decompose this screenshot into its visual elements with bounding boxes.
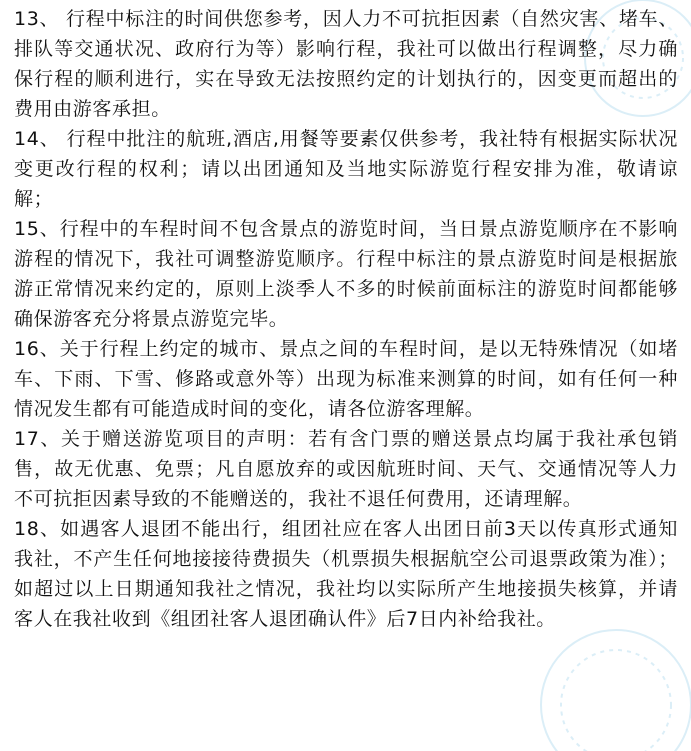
clause-13: 13、 行程中标注的时间供您参考，因人力不可抗拒因素（自然灾害、堵车、排队等交通状况、政府行为等）影响行程，我社可以做出行程调整，尽力确保行程的顺利进行，实在导致无法按照约定的计划执行的，因变更而超出的费用由游客承担。 bbox=[14, 8, 678, 120]
clause-15: 15、行程中的车程时间不包含景点的游览时间，当日景点游览顺序在不影响游程的情况下，我社可调整游览顺序。行程中标注的景点游览时间是根据旅游正常情况来约定的，原则上淡季人不多的时候前面标注的游览时间都能够确保游客充分将景点游览完毕。 bbox=[14, 218, 678, 330]
clause-17: 17、关于赠送游览项目的声明：若有含门票的赠送景点均属于我社承包销售，故无优惠、免票；凡自愿放弃的或因航班时间、天气、交通情况等人力不可抗拒因素导致的不能赠送的，我社不退任何费用，还请理解。 bbox=[14, 428, 678, 510]
clause-16: 16、关于行程上约定的城市、景点之间的车程时间，是以无特殊情况（如堵车、下雨、下雪、修路或意外等）出现为标准来测算的时间，如有任何一种情况发生都有可能造成时间的变化，请各位游客理解。 bbox=[14, 338, 678, 420]
terms-text-block bbox=[14, 4, 678, 634]
clause-14: 14、 行程中批注的航班,酒店,用餐等要素仅供参考，我社特有根据实际状况变更改行程的权利；请以出团通知及当地实际游览行程安排为准，敬请谅解； bbox=[14, 128, 678, 210]
clause-18: 18、如遇客人退团不能出行，组团社应在客人出团日前3天以传真形式通知我社，不产生任何地接接待费损失（机票损失根据航空公司退票政策为准）；如超过以上日期通知我社之情况，我社均以实际所产生地接损失核算，并请客人在我社收到《组团社客人退团确认件》后7日内补给我社。 bbox=[14, 518, 678, 630]
